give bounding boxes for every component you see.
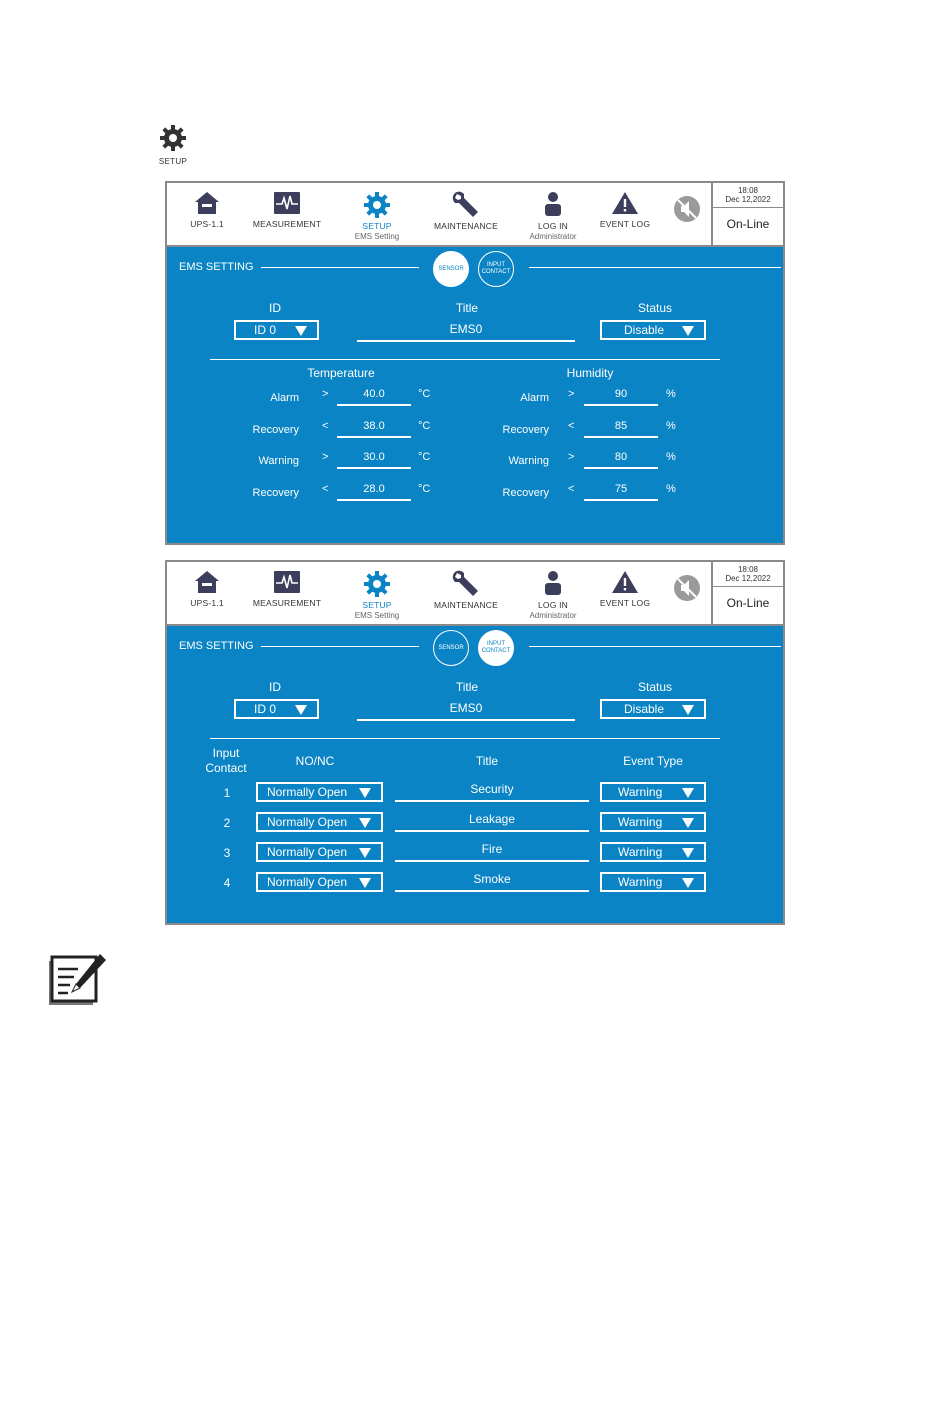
nonc-select[interactable]: Normally Open [256, 782, 383, 802]
hum-unit: % [666, 483, 676, 495]
title-label: Title [455, 680, 479, 694]
status-label: Status [637, 301, 673, 315]
dropdown-arrow-icon [682, 705, 694, 715]
nonc-header: NO/NC [295, 754, 335, 768]
warning-triangle-icon [611, 570, 639, 594]
temp-unit: °C [418, 451, 431, 463]
nav-login[interactable]: LOG IN Administrator [523, 191, 583, 241]
wrench-icon [451, 570, 481, 598]
divider [210, 359, 720, 360]
nav-ups[interactable]: UPS-1.1 [185, 570, 229, 608]
warning-triangle-icon [611, 191, 639, 215]
hum-recovery2-op: < [568, 483, 575, 495]
ems-input-content [167, 626, 783, 923]
date-text: Dec 12,2022 [713, 574, 783, 587]
title-field[interactable]: EMS0 [357, 701, 575, 721]
nav-measurement[interactable]: MEASUREMENT [249, 191, 325, 229]
dropdown-arrow-icon [359, 878, 371, 888]
tab-sensor[interactable]: SENSOR [433, 251, 469, 287]
mute-icon [673, 574, 701, 602]
dropdown-arrow-icon [682, 878, 694, 888]
contact-title-field[interactable]: Leakage [395, 812, 589, 832]
hum-warning-label: Warning [508, 455, 549, 467]
nonc-select[interactable]: Normally Open [256, 812, 383, 832]
dropdown-arrow-icon [359, 788, 371, 798]
divider [210, 738, 720, 739]
setup-icon-header [152, 124, 194, 166]
divider [529, 267, 781, 268]
top-nav-bar [167, 562, 783, 626]
ems-input-contact-screen [165, 560, 785, 925]
event-type-header: Event Type [623, 754, 683, 768]
home-icon [194, 570, 220, 594]
nav-login[interactable]: LOG IN Administrator [523, 570, 583, 620]
temp-unit: °C [418, 483, 431, 495]
dropdown-arrow-icon [682, 326, 694, 336]
hum-alarm-value[interactable]: 90 [584, 388, 658, 406]
nav-event-log[interactable]: EVENT LOG [595, 570, 655, 608]
temp-unit: °C [418, 388, 431, 400]
user-icon [543, 191, 563, 217]
temp-alarm-label: Alarm [270, 392, 299, 404]
note-pencil-icon [48, 952, 108, 1013]
temp-recovery-op: < [322, 420, 329, 432]
hum-unit: % [666, 388, 676, 400]
row-number: 1 [223, 786, 231, 800]
input-contact-header: Input Contact [205, 746, 247, 775]
dropdown-arrow-icon [682, 848, 694, 858]
hum-recovery-op: < [568, 420, 575, 432]
divider [261, 267, 419, 268]
hum-unit: % [666, 451, 676, 463]
temp-recovery-label: Recovery [252, 424, 299, 436]
mute-button[interactable] [673, 574, 701, 602]
humidity-header: Humidity [566, 366, 614, 380]
mute-button[interactable] [673, 195, 701, 223]
time-text: 18:08 [737, 186, 759, 195]
divider [261, 646, 419, 647]
tab-sensor[interactable]: SENSOR [433, 630, 469, 666]
row-number: 3 [223, 846, 231, 860]
page-title: EMS SETTING [179, 640, 254, 652]
nav-measurement[interactable]: MEASUREMENT [249, 570, 325, 608]
date-text: Dec 12,2022 [713, 195, 783, 208]
temp-warning-value[interactable]: 30.0 [337, 451, 411, 469]
top-nav-bar [167, 183, 783, 247]
hum-warning-value[interactable]: 80 [584, 451, 658, 469]
ups-status: On-Line [726, 596, 770, 610]
dropdown-arrow-icon [682, 788, 694, 798]
ems-sensor-screen [165, 181, 785, 545]
id-select[interactable]: ID 0 [234, 320, 319, 340]
gear-icon [363, 191, 391, 219]
dropdown-arrow-icon [359, 818, 371, 828]
datetime-status-box [711, 562, 783, 624]
nonc-select[interactable]: Normally Open [256, 842, 383, 862]
user-icon [543, 570, 563, 596]
temperature-header: Temperature [307, 366, 375, 380]
event-type-select[interactable]: Warning [600, 782, 706, 802]
temp-recovery2-op: < [322, 483, 329, 495]
hum-recovery-label: Recovery [502, 424, 549, 436]
contact-title-field[interactable]: Fire [395, 842, 589, 862]
id-label: ID [269, 680, 281, 694]
nav-event-log[interactable]: EVENT LOG [595, 191, 655, 229]
nav-setup[interactable]: SETUP EMS Setting [347, 570, 407, 620]
setup-label: SETUP [158, 157, 188, 166]
event-type-select[interactable]: Warning [600, 842, 706, 862]
ups-status: On-Line [726, 217, 770, 231]
title-label: Title [455, 301, 479, 315]
nav-maintenance[interactable]: MAINTENANCE [429, 570, 503, 610]
page-title: EMS SETTING [179, 261, 254, 273]
title-field[interactable]: EMS0 [357, 322, 575, 342]
contact-title-field[interactable]: Security [395, 782, 589, 802]
contact-title-field[interactable]: Smoke [395, 872, 589, 892]
temp-recovery2-value[interactable]: 28.0 [337, 483, 411, 501]
datetime-status-box [711, 183, 783, 245]
id-select[interactable]: ID 0 [234, 699, 319, 719]
row-number: 2 [223, 816, 231, 830]
tab-input-contact[interactable]: INPUT CONTACT [478, 630, 514, 666]
hum-alarm-op: > [568, 388, 575, 400]
title-header: Title [475, 754, 499, 768]
dropdown-arrow-icon [295, 326, 307, 336]
ems-sensor-content [167, 247, 783, 543]
temp-unit: °C [418, 420, 431, 432]
temp-warning-op: > [322, 451, 329, 463]
dropdown-arrow-icon [359, 848, 371, 858]
pulse-monitor-icon [273, 191, 301, 215]
status-label: Status [637, 680, 673, 694]
temp-alarm-op: > [322, 388, 329, 400]
nav-maintenance[interactable]: MAINTENANCE [429, 191, 503, 231]
hum-recovery2-label: Recovery [502, 487, 549, 499]
dropdown-arrow-icon [682, 818, 694, 828]
status-select[interactable]: Disable [600, 699, 706, 719]
nonc-select[interactable]: Normally Open [256, 872, 383, 892]
hum-recovery2-value[interactable]: 75 [584, 483, 658, 501]
hum-unit: % [666, 420, 676, 432]
hum-warning-op: > [568, 451, 575, 463]
hum-alarm-label: Alarm [520, 392, 549, 404]
tab-input-contact[interactable]: INPUT CONTACT [478, 251, 514, 287]
event-type-select[interactable]: Warning [600, 812, 706, 832]
temp-recovery-value[interactable]: 38.0 [337, 420, 411, 438]
hum-recovery-value[interactable]: 85 [584, 420, 658, 438]
dropdown-arrow-icon [295, 705, 307, 715]
pulse-monitor-icon [273, 570, 301, 594]
wrench-icon [451, 191, 481, 219]
mute-icon [673, 195, 701, 223]
temp-recovery2-label: Recovery [252, 487, 299, 499]
gear-icon [363, 570, 391, 598]
temp-warning-label: Warning [258, 455, 299, 467]
home-icon [194, 191, 220, 215]
temp-alarm-value[interactable]: 40.0 [337, 388, 411, 406]
gear-icon [159, 124, 187, 152]
nav-setup[interactable]: SETUP EMS Setting [347, 191, 407, 241]
row-number: 4 [223, 876, 231, 890]
time-text: 18:08 [737, 565, 759, 574]
id-label: ID [269, 301, 281, 315]
divider [529, 646, 781, 647]
status-select[interactable]: Disable [600, 320, 706, 340]
note-icon [48, 952, 108, 1008]
event-type-select[interactable]: Warning [600, 872, 706, 892]
nav-ups[interactable]: UPS-1.1 [185, 191, 229, 229]
